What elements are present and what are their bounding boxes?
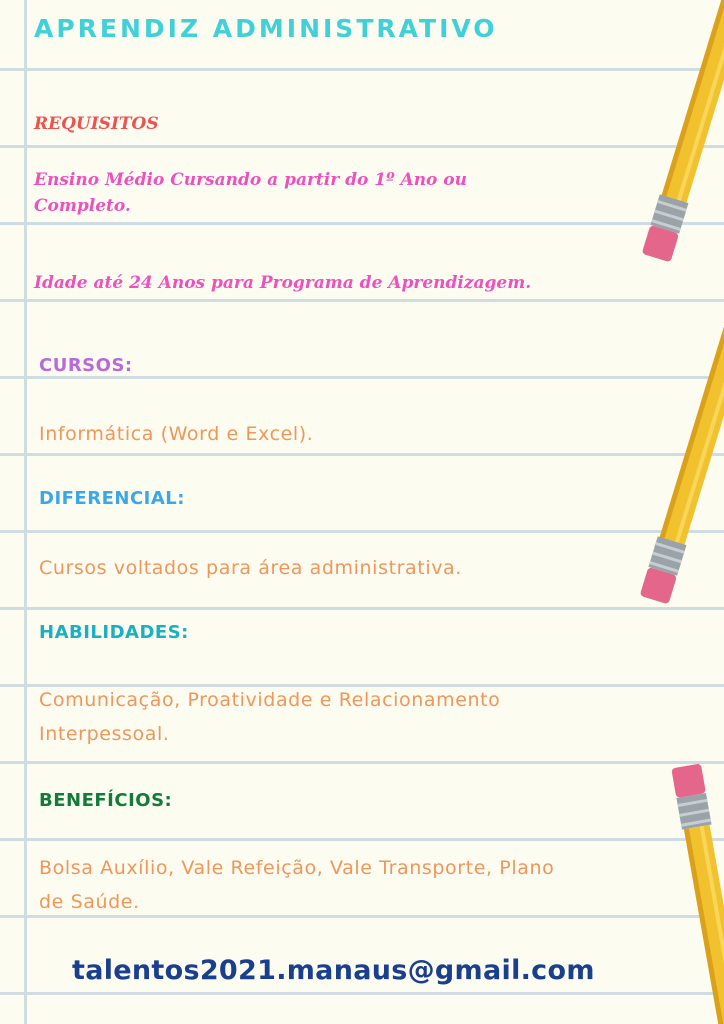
margin-line <box>24 0 27 1024</box>
benefits-heading: BENEFÍCIOS: <box>39 790 173 811</box>
pencil-icon <box>650 750 724 1024</box>
courses-heading: CURSOS: <box>39 355 133 376</box>
benefits-text: de Saúde. <box>39 891 140 913</box>
contact-email[interactable]: talentos2021.manaus@gmail.com <box>72 955 595 986</box>
pencil-icon <box>590 0 724 300</box>
skills-text: Comunicação, Proatividade e Relacionamento <box>39 689 501 711</box>
skills-heading: HABILIDADES: <box>39 622 189 643</box>
ruled-line <box>0 761 724 764</box>
courses-text: Informática (Word e Excel). <box>39 423 314 445</box>
benefits-text: Bolsa Auxílio, Vale Refeição, Vale Transporte, Plano <box>39 857 555 879</box>
requirements-heading: REQUISITOS <box>34 114 159 134</box>
pencil-icon <box>590 280 724 620</box>
requirements-line: Idade até 24 Anos para Programa de Aprendizagem. <box>34 273 532 293</box>
skills-text: Interpessoal. <box>39 723 170 745</box>
differential-heading: DIFERENCIAL: <box>39 488 185 509</box>
ruled-line <box>0 992 724 995</box>
ruled-line <box>0 838 724 841</box>
differential-text: Cursos voltados para área administrativa. <box>39 557 462 579</box>
page-title: APRENDIZ ADMINISTRATIVO <box>34 14 498 43</box>
requirements-line: Ensino Médio Cursando a partir do 1º Ano ou <box>34 170 468 190</box>
requirements-line: Completo. <box>34 196 131 216</box>
